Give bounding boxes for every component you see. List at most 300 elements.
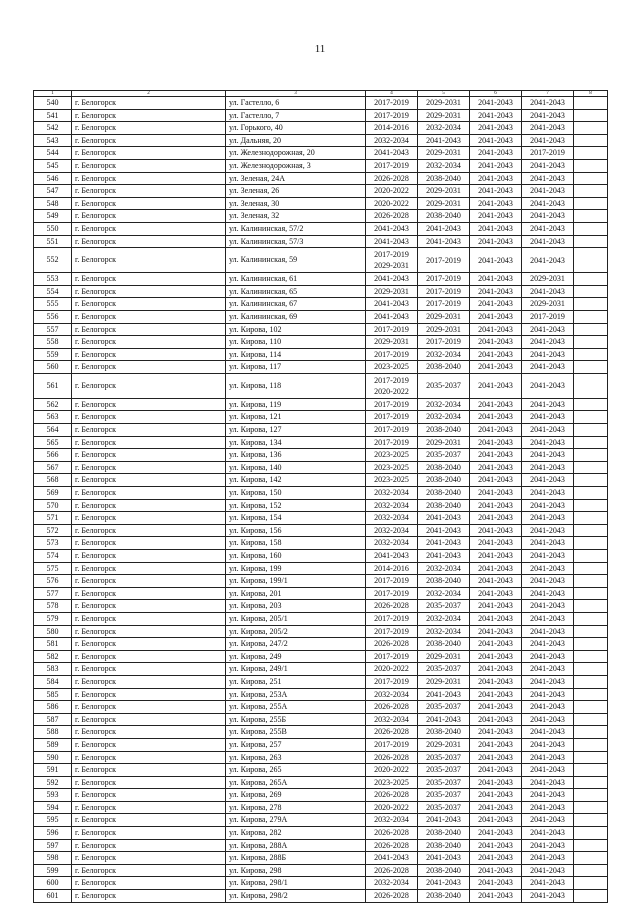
city-name: г. Белогорск	[72, 713, 226, 726]
city-name: г. Белогорск	[72, 122, 226, 135]
period-col5: 2038-2040	[418, 827, 470, 840]
period-col4: 2032-2034	[366, 814, 418, 827]
row-number: 545	[34, 159, 72, 172]
period-col5: 2017-2019	[418, 248, 470, 273]
street-address: ул. Кирова, 255Б	[226, 713, 366, 726]
period-col4: 2020-2022	[366, 764, 418, 777]
period-col6: 2041-2043	[470, 411, 522, 424]
period-col5: 2041-2043	[418, 550, 470, 563]
city-name: г. Белогорск	[72, 487, 226, 500]
street-address: ул. Кирова, 249	[226, 650, 366, 663]
period-col5: 2017-2019	[418, 336, 470, 349]
period-col7: 2041-2043	[522, 487, 574, 500]
period-col5: 2032-2034	[418, 587, 470, 600]
period-col6: 2041-2043	[470, 827, 522, 840]
period-col7: 2041-2043	[522, 461, 574, 474]
city-name: г. Белогорск	[72, 449, 226, 462]
note-col8	[574, 701, 608, 714]
period-col6: 2041-2043	[470, 675, 522, 688]
note-col8	[574, 361, 608, 374]
period-col6: 2041-2043	[470, 688, 522, 701]
street-address: ул. Кирова, 117	[226, 361, 366, 374]
row-number: 544	[34, 147, 72, 160]
period-col4: 2032-2034	[366, 537, 418, 550]
period-col6: 2041-2043	[470, 789, 522, 802]
period-col6: 2041-2043	[470, 323, 522, 336]
period-col6: 2041-2043	[470, 122, 522, 135]
note-col8	[574, 776, 608, 789]
table-row	[34, 197, 608, 210]
period-col6: 2041-2043	[470, 701, 522, 714]
street-address: ул. Железнодорожная, 20	[226, 147, 366, 160]
period-col7: 2041-2043	[522, 726, 574, 739]
table-row	[34, 348, 608, 361]
period-col6: 2041-2043	[470, 801, 522, 814]
note-col8	[574, 159, 608, 172]
note-col8	[574, 373, 608, 398]
table-row	[34, 864, 608, 877]
city-name: г. Белогорск	[72, 776, 226, 789]
period-col4: 2020-2022	[366, 663, 418, 676]
street-address: ул. Горького, 40	[226, 122, 366, 135]
period-col6: 2041-2043	[470, 210, 522, 223]
period-col4: 2026-2028	[366, 864, 418, 877]
period-col7: 2041-2043	[522, 864, 574, 877]
row-number: 543	[34, 134, 72, 147]
period-col4: 2017-2019	[366, 411, 418, 424]
table-row	[34, 814, 608, 827]
street-address: ул. Кирова, 114	[226, 348, 366, 361]
row-number: 542	[34, 122, 72, 135]
note-col8	[574, 675, 608, 688]
city-name: г. Белогорск	[72, 675, 226, 688]
period-col7: 2041-2043	[522, 524, 574, 537]
period-col7: 2041-2043	[522, 285, 574, 298]
period-col5: 2038-2040	[418, 890, 470, 903]
table-row	[34, 134, 608, 147]
period-col6: 2041-2043	[470, 600, 522, 613]
period-col5: 2041-2043	[418, 222, 470, 235]
street-address: ул. Кирова, 110	[226, 336, 366, 349]
note-col8	[574, 890, 608, 903]
period-col7: 2029-2031	[522, 273, 574, 286]
table-row	[34, 323, 608, 336]
period-col5: 2038-2040	[418, 487, 470, 500]
period-col5: 2041-2043	[418, 235, 470, 248]
city-name: г. Белогорск	[72, 134, 226, 147]
street-address: ул. Кирова, 160	[226, 550, 366, 563]
period-col4: 2029-2031	[366, 285, 418, 298]
period-col6: 2041-2043	[470, 398, 522, 411]
period-col6: 2041-2043	[470, 197, 522, 210]
row-number: 592	[34, 776, 72, 789]
table-row	[34, 890, 608, 903]
period-col7: 2041-2043	[522, 134, 574, 147]
street-address: ул. Кирова, 265	[226, 764, 366, 777]
row-number: 566	[34, 449, 72, 462]
city-name: г. Белогорск	[72, 864, 226, 877]
table-body	[34, 91, 608, 903]
period-col4: 2023-2025	[366, 474, 418, 487]
period-col7: 2041-2043	[522, 675, 574, 688]
row-number: 548	[34, 197, 72, 210]
street-address: ул. Калининская, 69	[226, 310, 366, 323]
period-col6: 2041-2043	[470, 361, 522, 374]
period-col7: 2041-2043	[522, 562, 574, 575]
city-name: г. Белогорск	[72, 764, 226, 777]
table-row	[34, 612, 608, 625]
period-col5: 2035-2037	[418, 801, 470, 814]
row-number: 555	[34, 298, 72, 311]
period-col6: 2041-2043	[470, 336, 522, 349]
row-number: 579	[34, 612, 72, 625]
period-col4: 2014-2016	[366, 122, 418, 135]
street-address: ул. Кирова, 150	[226, 487, 366, 500]
column-number: 2	[72, 91, 226, 97]
period-col7: 2041-2043	[522, 625, 574, 638]
period-col4: 2032-2034	[366, 713, 418, 726]
row-number: 599	[34, 864, 72, 877]
period-col4: 2017-2019	[366, 738, 418, 751]
period-col7: 2041-2043	[522, 474, 574, 487]
period-col7: 2041-2043	[522, 650, 574, 663]
period-col7: 2041-2043	[522, 814, 574, 827]
period-col6: 2041-2043	[470, 814, 522, 827]
row-number: 575	[34, 562, 72, 575]
period-col5: 2035-2037	[418, 789, 470, 802]
note-col8	[574, 235, 608, 248]
city-name: г. Белогорск	[72, 147, 226, 160]
table-row	[34, 512, 608, 525]
note-col8	[574, 336, 608, 349]
period-col6: 2041-2043	[470, 424, 522, 437]
period-col4: 2017-2019	[366, 575, 418, 588]
note-col8	[574, 436, 608, 449]
row-number: 567	[34, 461, 72, 474]
city-name: г. Белогорск	[72, 474, 226, 487]
city-name: г. Белогорск	[72, 361, 226, 374]
row-number: 553	[34, 273, 72, 286]
period-col4: 2032-2034	[366, 688, 418, 701]
note-col8	[574, 801, 608, 814]
table-row	[34, 663, 608, 676]
period-col6: 2041-2043	[470, 461, 522, 474]
row-number: 577	[34, 587, 72, 600]
street-address: ул. Кирова, 203	[226, 600, 366, 613]
note-col8	[574, 499, 608, 512]
city-name: г. Белогорск	[72, 411, 226, 424]
table-row	[34, 688, 608, 701]
period-col6: 2041-2043	[470, 222, 522, 235]
table-row	[34, 751, 608, 764]
period-col4: 2041-2043	[366, 235, 418, 248]
table-row	[34, 701, 608, 714]
row-number: 584	[34, 675, 72, 688]
period-col7: 2041-2043	[522, 827, 574, 840]
period-col7: 2041-2043	[522, 235, 574, 248]
period-col6: 2041-2043	[470, 436, 522, 449]
period-col6: 2041-2043	[470, 285, 522, 298]
period-col6: 2041-2043	[470, 97, 522, 110]
period-col5: 2029-2031	[418, 185, 470, 198]
period-col6: 2041-2043	[470, 638, 522, 651]
period-col4: 2017-2019	[366, 424, 418, 437]
row-number: 580	[34, 625, 72, 638]
street-address: ул. Дальняя, 20	[226, 134, 366, 147]
row-number: 559	[34, 348, 72, 361]
period-col5: 2029-2031	[418, 310, 470, 323]
period-col6: 2041-2043	[470, 373, 522, 398]
note-col8	[574, 562, 608, 575]
period-col6: 2041-2043	[470, 512, 522, 525]
row-number: 581	[34, 638, 72, 651]
period-col6: 2041-2043	[470, 298, 522, 311]
period-col5: 2017-2019	[418, 285, 470, 298]
period-col6: 2041-2043	[470, 890, 522, 903]
row-number: 578	[34, 600, 72, 613]
period-col7: 2041-2043	[522, 890, 574, 903]
table-row	[34, 159, 608, 172]
city-name: г. Белогорск	[72, 738, 226, 751]
table-row	[34, 524, 608, 537]
period-col5: 2017-2019	[418, 298, 470, 311]
street-address: ул. Кирова, 134	[226, 436, 366, 449]
table-row	[34, 298, 608, 311]
period-col7: 2041-2043	[522, 449, 574, 462]
street-address: ул. Зеленая, 26	[226, 185, 366, 198]
row-number: 587	[34, 713, 72, 726]
period-col4: 2032-2034	[366, 524, 418, 537]
period-col5: 2035-2037	[418, 701, 470, 714]
row-number: 572	[34, 524, 72, 537]
city-name: г. Белогорск	[72, 298, 226, 311]
table-row	[34, 587, 608, 600]
period-col7: 2041-2043	[522, 600, 574, 613]
row-number: 593	[34, 789, 72, 802]
note-col8	[574, 612, 608, 625]
period-col7: 2041-2043	[522, 638, 574, 651]
note-col8	[574, 122, 608, 135]
period-col5: 2038-2040	[418, 499, 470, 512]
table-row	[34, 424, 608, 437]
period-col6: 2041-2043	[470, 864, 522, 877]
row-number: 561	[34, 373, 72, 398]
note-col8	[574, 310, 608, 323]
period-col7: 2041-2043	[522, 789, 574, 802]
period-col4: 2017-2019	[366, 97, 418, 110]
row-number: 597	[34, 839, 72, 852]
note-col8	[574, 877, 608, 890]
period-col5: 2038-2040	[418, 726, 470, 739]
table-row	[34, 877, 608, 890]
note-col8	[574, 587, 608, 600]
period-col5: 2041-2043	[418, 512, 470, 525]
table-row	[34, 550, 608, 563]
city-name: г. Белогорск	[72, 373, 226, 398]
period-col5: 2035-2037	[418, 751, 470, 764]
period-col4: 2026-2028	[366, 172, 418, 185]
period-col7: 2041-2043	[522, 550, 574, 563]
note-col8	[574, 537, 608, 550]
note-col8	[574, 411, 608, 424]
city-name: г. Белогорск	[72, 701, 226, 714]
period-col4: 2017-2019 2020-2022	[366, 373, 418, 398]
street-address: ул. Кирова, 255А	[226, 701, 366, 714]
note-col8	[574, 222, 608, 235]
city-name: г. Белогорск	[72, 839, 226, 852]
period-col4: 2032-2034	[366, 877, 418, 890]
period-col7: 2041-2043	[522, 411, 574, 424]
city-name: г. Белогорск	[72, 424, 226, 437]
period-col7: 2041-2043	[522, 109, 574, 122]
period-col6: 2041-2043	[470, 877, 522, 890]
city-name: г. Белогорск	[72, 600, 226, 613]
table-row	[34, 411, 608, 424]
row-number: 558	[34, 336, 72, 349]
note-col8	[574, 524, 608, 537]
period-col4: 2026-2028	[366, 701, 418, 714]
table-row	[34, 801, 608, 814]
note-col8	[574, 474, 608, 487]
note-col8	[574, 575, 608, 588]
period-col5: 2038-2040	[418, 361, 470, 374]
row-number: 540	[34, 97, 72, 110]
city-name: г. Белогорск	[72, 323, 226, 336]
period-col6: 2041-2043	[470, 348, 522, 361]
street-address: ул. Кирова, 152	[226, 499, 366, 512]
period-col5: 2032-2034	[418, 562, 470, 575]
period-col5: 2041-2043	[418, 537, 470, 550]
note-col8	[574, 852, 608, 865]
street-address: ул. Кирова, 249/1	[226, 663, 366, 676]
period-col7: 2017-2019	[522, 147, 574, 160]
table-row	[34, 336, 608, 349]
period-col6: 2041-2043	[470, 650, 522, 663]
city-name: г. Белогорск	[72, 638, 226, 651]
period-col5: 2029-2031	[418, 109, 470, 122]
street-address: ул. Кирова, 119	[226, 398, 366, 411]
city-name: г. Белогорск	[72, 550, 226, 563]
period-col5: 2032-2034	[418, 411, 470, 424]
period-col5: 2038-2040	[418, 638, 470, 651]
period-col4: 2017-2019	[366, 323, 418, 336]
street-address: ул. Кирова, 265А	[226, 776, 366, 789]
period-col4: 2026-2028	[366, 789, 418, 802]
note-col8	[574, 663, 608, 676]
period-col5: 2017-2019	[418, 273, 470, 286]
city-name: г. Белогорск	[72, 235, 226, 248]
city-name: г. Белогорск	[72, 172, 226, 185]
column-number: 5	[418, 91, 470, 97]
row-number: 576	[34, 575, 72, 588]
note-col8	[574, 298, 608, 311]
table-row	[34, 600, 608, 613]
period-col6: 2041-2043	[470, 248, 522, 273]
note-col8	[574, 764, 608, 777]
period-col4: 2026-2028	[366, 638, 418, 651]
period-col7: 2041-2043	[522, 373, 574, 398]
period-col6: 2041-2043	[470, 587, 522, 600]
table-row	[34, 449, 608, 462]
city-name: г. Белогорск	[72, 336, 226, 349]
note-col8	[574, 398, 608, 411]
city-name: г. Белогорск	[72, 625, 226, 638]
column-number: 3	[226, 91, 366, 97]
period-col7: 2041-2043	[522, 348, 574, 361]
period-col6: 2041-2043	[470, 134, 522, 147]
table-row	[34, 235, 608, 248]
table-row	[34, 776, 608, 789]
table-row	[34, 789, 608, 802]
note-col8	[574, 285, 608, 298]
street-address: ул. Кирова, 201	[226, 587, 366, 600]
note-col8	[574, 185, 608, 198]
period-col5: 2035-2037	[418, 764, 470, 777]
row-number: 591	[34, 764, 72, 777]
period-col5: 2029-2031	[418, 147, 470, 160]
period-col6: 2041-2043	[470, 575, 522, 588]
period-col4: 2020-2022	[366, 185, 418, 198]
note-col8	[574, 713, 608, 726]
street-address: ул. Калининская, 65	[226, 285, 366, 298]
period-col4: 2020-2022	[366, 801, 418, 814]
period-col4: 2017-2019 2029-2031	[366, 248, 418, 273]
row-number: 583	[34, 663, 72, 676]
period-col4: 2023-2025	[366, 461, 418, 474]
period-col4: 2041-2043	[366, 222, 418, 235]
city-name: г. Белогорск	[72, 575, 226, 588]
column-number: 6	[470, 91, 522, 97]
period-col4: 2026-2028	[366, 839, 418, 852]
period-col7: 2041-2043	[522, 499, 574, 512]
street-address: ул. Калининская, 57/2	[226, 222, 366, 235]
period-col4: 2017-2019	[366, 436, 418, 449]
row-number: 565	[34, 436, 72, 449]
street-address: ул. Кирова, 205/1	[226, 612, 366, 625]
housing-registry-table	[33, 90, 608, 903]
period-col4: 2017-2019	[366, 612, 418, 625]
period-col4: 2026-2028	[366, 890, 418, 903]
note-col8	[574, 839, 608, 852]
period-col5: 2035-2037	[418, 600, 470, 613]
period-col5: 2041-2043	[418, 713, 470, 726]
street-address: ул. Кирова, 140	[226, 461, 366, 474]
table-row	[34, 675, 608, 688]
row-number: 560	[34, 361, 72, 374]
table-row	[34, 97, 608, 110]
street-address: ул. Кирова, 158	[226, 537, 366, 550]
city-name: г. Белогорск	[72, 688, 226, 701]
note-col8	[574, 600, 608, 613]
table-row	[34, 361, 608, 374]
period-col7: 2017-2019	[522, 310, 574, 323]
table-row	[34, 373, 608, 398]
street-address: ул. Кирова, 136	[226, 449, 366, 462]
period-col4: 2014-2016	[366, 562, 418, 575]
period-col7: 2041-2043	[522, 185, 574, 198]
row-number: 550	[34, 222, 72, 235]
note-col8	[574, 827, 608, 840]
period-col7: 2041-2043	[522, 852, 574, 865]
table-row	[34, 562, 608, 575]
table-row	[34, 461, 608, 474]
period-col6: 2041-2043	[470, 273, 522, 286]
period-col5: 2035-2037	[418, 449, 470, 462]
period-col6: 2041-2043	[470, 764, 522, 777]
period-col6: 2041-2043	[470, 852, 522, 865]
city-name: г. Белогорск	[72, 197, 226, 210]
row-number: 590	[34, 751, 72, 764]
